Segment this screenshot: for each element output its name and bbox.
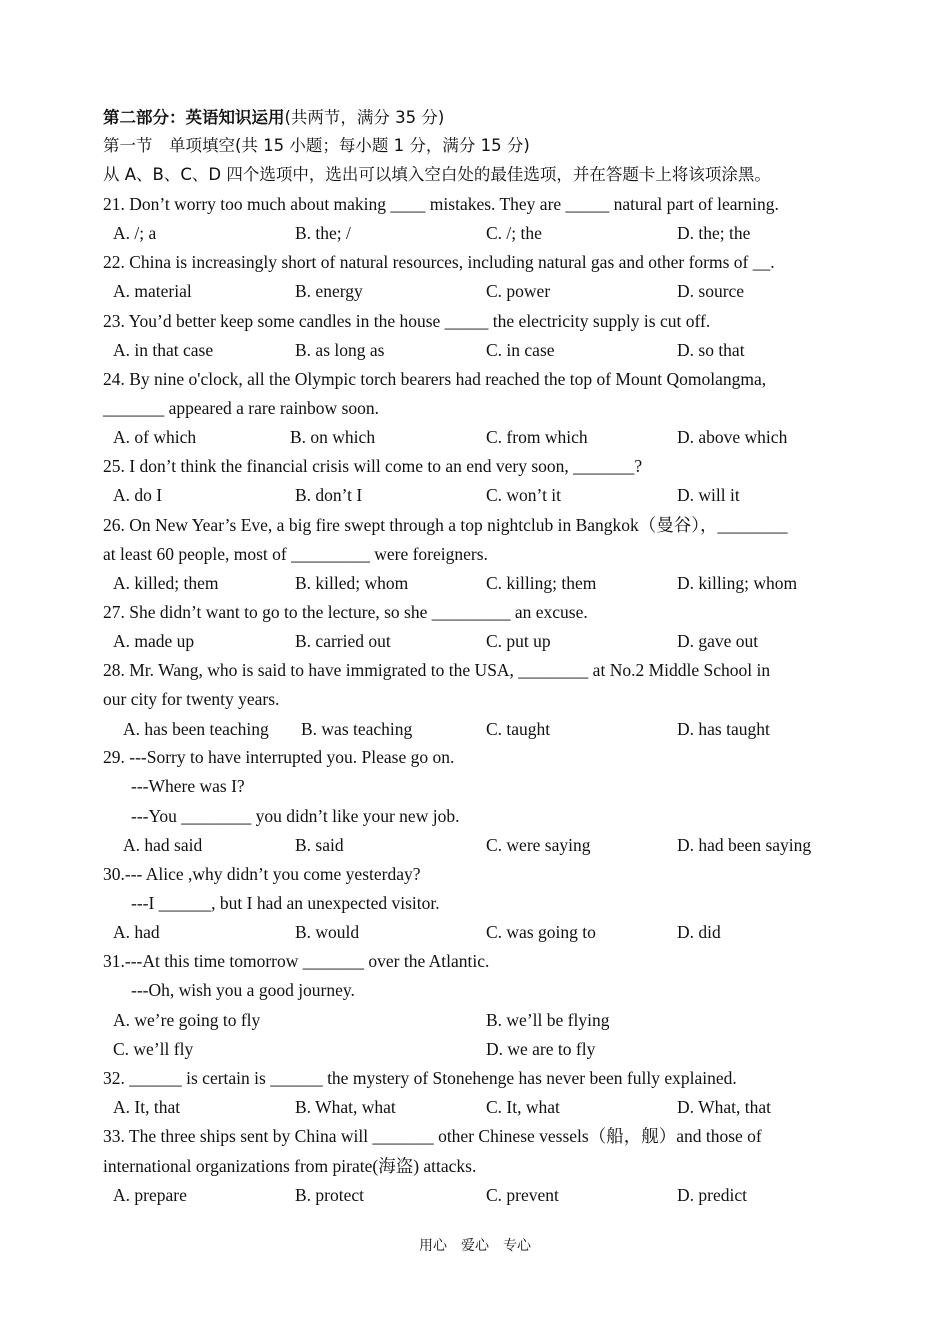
option-b: B. said bbox=[295, 835, 344, 855]
question-stem: 27. She didn’t want to go to the lecture, so she _________ an excuse. bbox=[103, 602, 588, 622]
question-stem: 26. On New Year’s Eve, a big fire swept through a top nightclub in Bangkok（曼谷），________ bbox=[103, 515, 788, 535]
option-b: B. on which bbox=[290, 427, 376, 447]
section-title: 第一节 单项填空(共 15 小题；每小题 1 分，满分 15 分) bbox=[103, 136, 530, 155]
question-stem: 25. I don’t think the financial crisis will come to an end very soon, _______? bbox=[103, 456, 643, 476]
option-a: A. we’re going to fly bbox=[113, 1010, 261, 1030]
option-b: B. protect bbox=[295, 1185, 365, 1205]
question-stem: 30.--- Alice ,why didn’t you come yesterday? bbox=[103, 864, 421, 884]
question-stem: 33. The three ships sent by China will _______ other Chinese vessels（船，舰）and those of bbox=[103, 1126, 762, 1146]
option-a: A. do I bbox=[113, 485, 163, 505]
question-stem: 31.---At this time tomorrow _______ over the Atlantic. bbox=[103, 951, 490, 971]
option-a: A. in that case bbox=[113, 340, 214, 360]
option-c: C. from which bbox=[486, 427, 588, 447]
question-stem: 21. Don’t worry too much about making ____ mistakes. They are _____ natural part of learning. bbox=[103, 194, 779, 214]
option-c: C. prevent bbox=[486, 1185, 559, 1205]
dialogue-line: ---Where was I? bbox=[131, 776, 245, 796]
option-d: D. What, that bbox=[677, 1097, 771, 1117]
part-title bbox=[103, 106, 444, 129]
option-d: D. gave out bbox=[677, 631, 759, 651]
option-d: D. above which bbox=[677, 427, 788, 447]
option-b: B. energy bbox=[295, 281, 363, 301]
option-d: D. will it bbox=[677, 485, 740, 505]
option-a: A. has been teaching bbox=[123, 719, 269, 739]
option-b: B. What, what bbox=[295, 1097, 396, 1117]
option-a: A. had bbox=[113, 922, 160, 942]
part-title-score: (共两节，满分 35 分) bbox=[284, 108, 445, 127]
option-b: B. killed; whom bbox=[295, 573, 409, 593]
dialogue-line: ---Oh, wish you a good journey. bbox=[131, 980, 355, 1000]
option-b: B. we’ll be flying bbox=[486, 1010, 610, 1030]
dialogue-line: ---I ______, but I had an unexpected visitor. bbox=[131, 893, 440, 913]
question-stem-cont: at least 60 people, most of _________ were foreigners. bbox=[103, 544, 488, 564]
option-a: A. of which bbox=[113, 427, 197, 447]
option-a: A. /; a bbox=[113, 223, 157, 243]
option-d: D. has taught bbox=[677, 719, 770, 739]
question-stem: 24. By nine o'clock, all the Olympic torch bearers had reached the top of Mount Qomolangma, bbox=[103, 369, 767, 389]
dialogue-line: ---You ________ you didn’t like your new job. bbox=[131, 806, 460, 826]
option-c: C. It, what bbox=[486, 1097, 560, 1117]
option-c: C. we’ll fly bbox=[113, 1039, 194, 1059]
option-d: D. so that bbox=[677, 340, 745, 360]
option-c: C. taught bbox=[486, 719, 551, 739]
part-title-main: 第二部分：英语知识运用 bbox=[103, 108, 285, 127]
option-b: B. the; / bbox=[295, 223, 351, 243]
question-stem-cont: our city for twenty years. bbox=[103, 689, 280, 709]
question-stem: 28. Mr. Wang, who is said to have immigrated to the USA, ________ at No.2 Middle School in bbox=[103, 660, 771, 680]
option-d: D. the; the bbox=[677, 223, 751, 243]
question-stem-cont: international organizations from pirate(海盗) attacks. bbox=[103, 1156, 477, 1176]
option-c: C. were saying bbox=[486, 835, 591, 855]
option-c: C. won’t it bbox=[486, 485, 562, 505]
option-d: D. killing; whom bbox=[677, 573, 798, 593]
question-stem: 29. ---Sorry to have interrupted you. Please go on. bbox=[103, 747, 455, 767]
option-b: B. carried out bbox=[295, 631, 391, 651]
option-d: D. did bbox=[677, 922, 721, 942]
page-footer: 用心 爱心 专心 bbox=[419, 1238, 531, 1254]
option-c: C. /; the bbox=[486, 223, 542, 243]
option-c: C. was going to bbox=[486, 922, 596, 942]
option-b: B. was teaching bbox=[301, 719, 413, 739]
option-d: D. had been saying bbox=[677, 835, 812, 855]
option-d: D. predict bbox=[677, 1185, 747, 1205]
option-b: B. don’t I bbox=[295, 485, 363, 505]
question-stem: 32. ______ is certain is ______ the mystery of Stonehenge has never been fully explained. bbox=[103, 1068, 737, 1088]
option-c: C. in case bbox=[486, 340, 555, 360]
option-a: A. prepare bbox=[113, 1185, 187, 1205]
option-a: A. It, that bbox=[113, 1097, 181, 1117]
option-a: A. had said bbox=[123, 835, 203, 855]
option-b: B. would bbox=[295, 922, 360, 942]
question-stem: 22. China is increasingly short of natural resources, including natural gas and other forms of __. bbox=[103, 252, 775, 272]
option-d: D. we are to fly bbox=[486, 1039, 596, 1059]
option-d: D. source bbox=[677, 281, 745, 301]
option-c: C. put up bbox=[486, 631, 551, 651]
option-b: B. as long as bbox=[295, 340, 385, 360]
option-a: A. killed; them bbox=[113, 573, 219, 593]
question-stem-cont: _______ appeared a rare rainbow soon. bbox=[103, 398, 380, 418]
instructions: 从 A、B、C、D 四个选项中，选出可以填入空白处的最佳选项，并在答题卡上将该项涂黑。 bbox=[103, 165, 771, 184]
option-a: A. made up bbox=[113, 631, 195, 651]
option-c: C. power bbox=[486, 281, 551, 301]
option-c: C. killing; them bbox=[486, 573, 597, 593]
question-stem: 23. You’d better keep some candles in the house _____ the electricity supply is cut off. bbox=[103, 311, 711, 331]
option-a: A. material bbox=[113, 281, 192, 301]
